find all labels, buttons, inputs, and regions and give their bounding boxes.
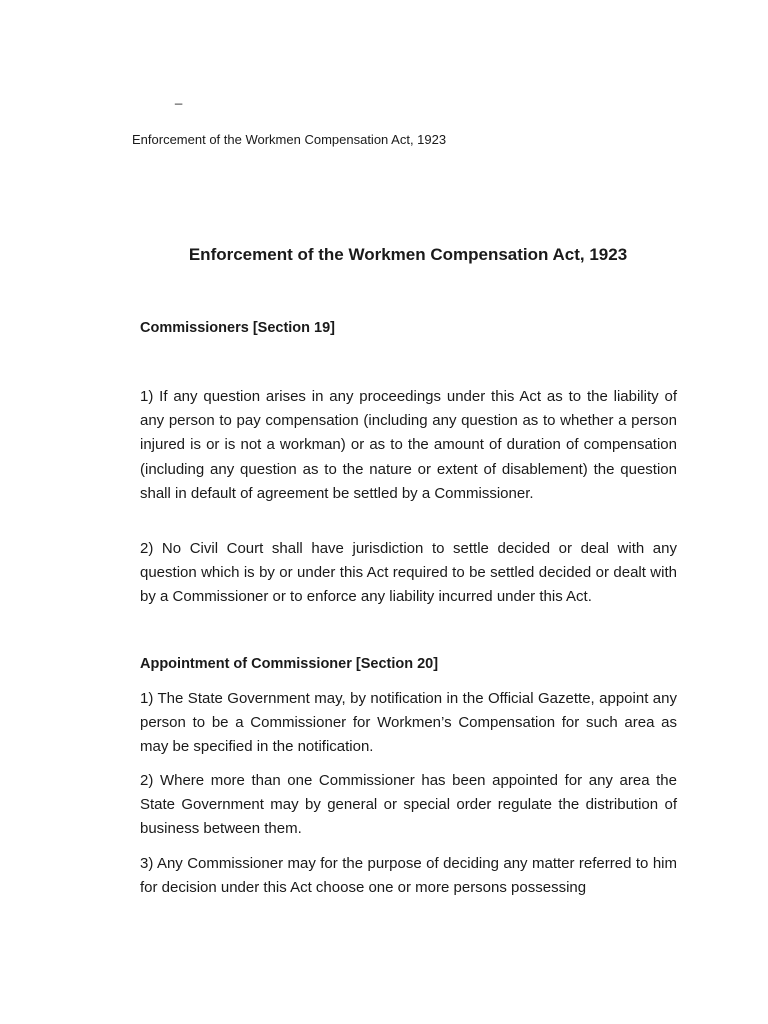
section-heading-19: Commissioners [Section 19] <box>140 320 335 336</box>
running-header: Enforcement of the Workmen Compensation Act, 1923 <box>132 132 447 147</box>
section-20-paragraph-3: 3) Any Commissioner may for the purpose of deciding any matter referred to him for decision under this Act choose one or more persons possessing <box>140 855 677 897</box>
header-dash: _ <box>175 90 183 105</box>
section-20-paragraph-1: 1) The State Government may, by notification in the Official Gazette, appoint any person to be a Commissioner for Workmen’s Compensation for such area as may be specified in the notification. <box>140 690 677 756</box>
section-19-paragraph-1: 1) If any question arises in any proceedings under this Act as to the liability of any person to pay compensation (including any question as to whether a person injured is or is not a workman) or as to the amount of duration of compensation (including any question as to the nature or extent of disablement) the question shall in default of agreement be settled by a Commissioner. <box>140 388 677 502</box>
section-20-paragraph-2: 2) Where more than one Commissioner has been appointed for any area the State Government may by general or special order regulate the distribution of business between them. <box>140 772 677 838</box>
section-heading-20: Appointment of Commissioner [Section 20] <box>140 656 439 672</box>
document-title: Enforcement of the Workmen Compensation Act, 1923 <box>188 245 628 264</box>
section-19-paragraph-2: 2) No Civil Court shall have jurisdiction to settle decided or deal with any question which is by or under this Act required to be settled decided or dealt with by a Commissioner or to enforce any liability incurred under this Act. <box>140 540 677 606</box>
